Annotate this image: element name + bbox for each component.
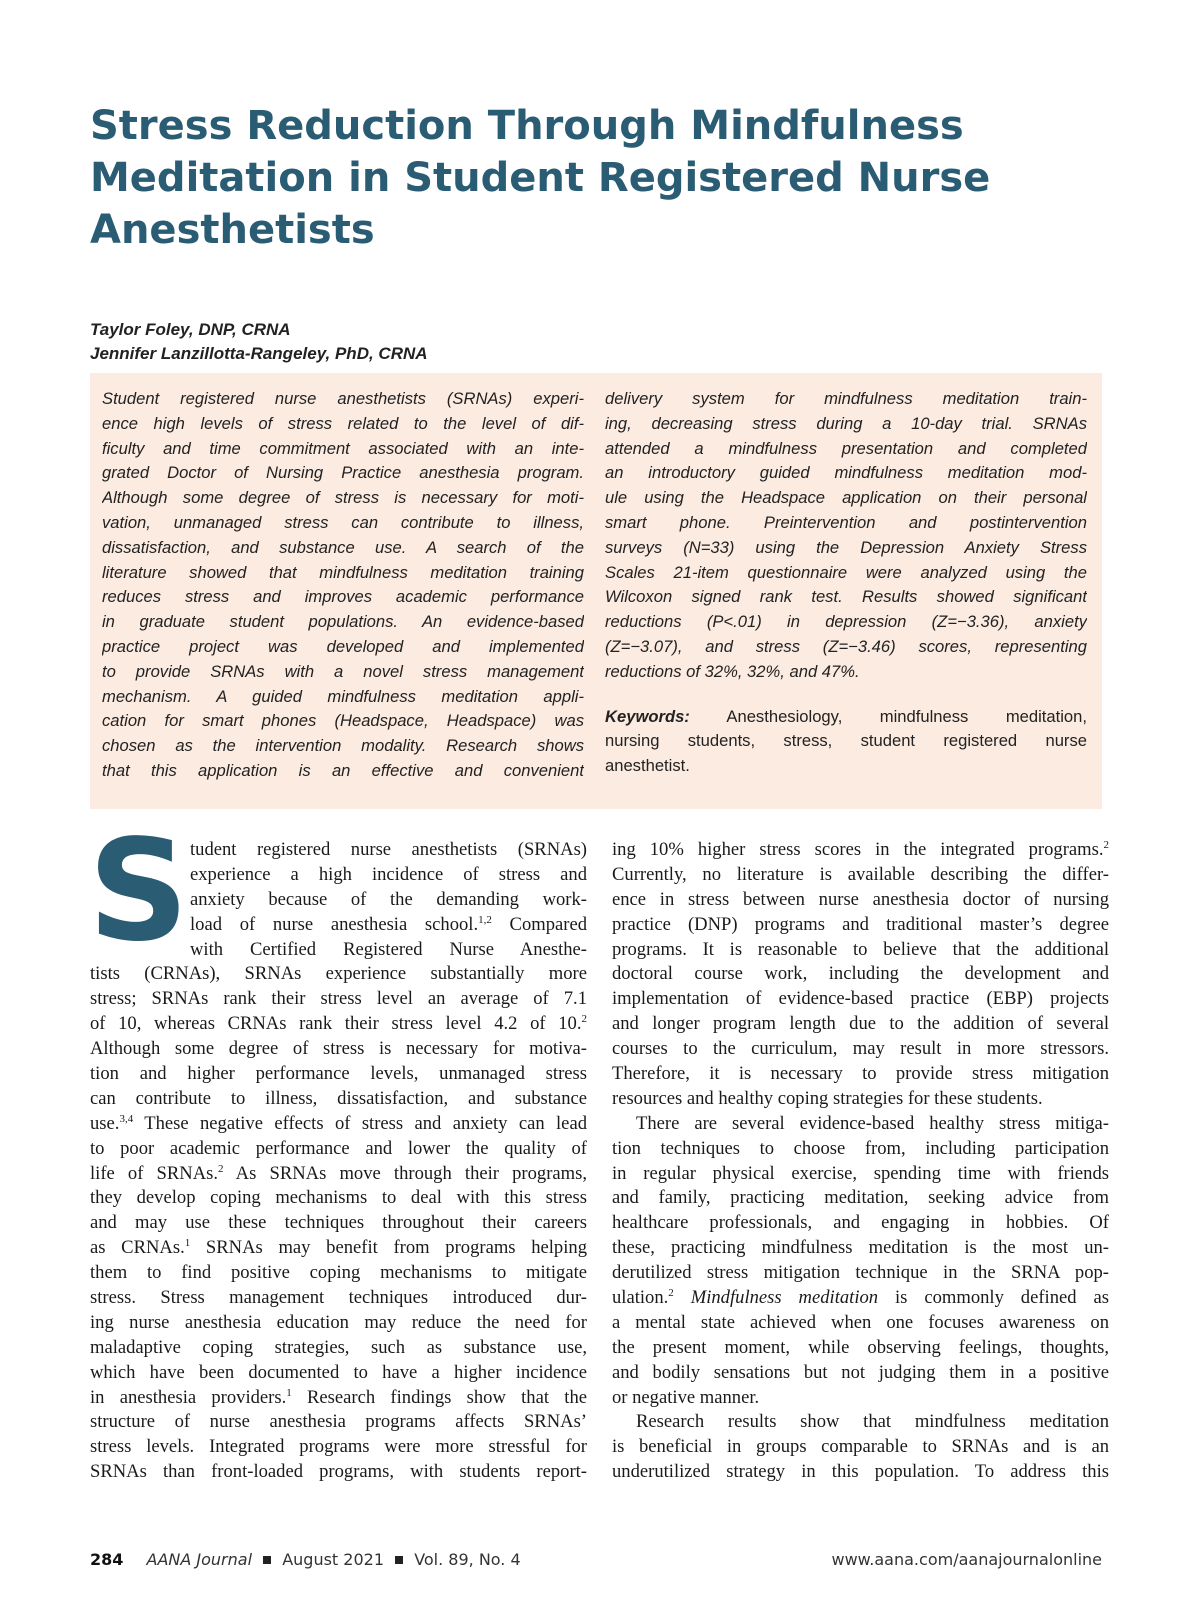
body-text-line (90, 1386, 587, 1411)
journal-url[interactable]: www.aana.com/aanajournalonline (831, 1550, 1102, 1569)
citation-superscript: 3,4 (119, 1112, 134, 1125)
body-text-line (90, 962, 587, 987)
abstract-box (90, 373, 1102, 809)
body-text-line (612, 1435, 1109, 1460)
text-run: stress levels. Integrated programs were more stressful for (90, 1436, 587, 1458)
body-text-line (90, 987, 587, 1012)
body-text-line (90, 1286, 587, 1311)
text-run: These negative effects of stress and anxiety can lead (133, 1112, 587, 1134)
body-text-line (90, 1435, 587, 1460)
body-text-line (612, 913, 1109, 938)
text-run: underutilized strategy in this population. To address this (612, 1461, 1109, 1483)
separator-square (263, 1556, 271, 1564)
keywords-line (605, 705, 1087, 730)
body-text-line (90, 1261, 587, 1286)
abstract-line: literature showed that mindfulness meditation training (102, 562, 584, 582)
abstract-line: surveys (N=33) using the Depression Anxiety Stress (605, 537, 1087, 557)
body-text-line (90, 838, 587, 863)
abstract-line: vation, unmanaged stress can contribute to illness, (102, 512, 584, 532)
title-line: Stress Reduction Through Mindfulness (90, 103, 964, 149)
abstract-line: delivery system for mindfulness meditation train- (605, 389, 1087, 408)
text-run: Currently, no literature is available describing the differ- (612, 863, 1109, 885)
body-text-line (90, 888, 587, 913)
page-number: 284 (90, 1550, 124, 1569)
text-run: There are several evidence-based healthy stress mitiga- (636, 1112, 1109, 1134)
abstract-line: ence high levels of stress related to the level of dif- (102, 413, 584, 433)
abstract-line: ule using the Headspace application on their personal (605, 488, 1087, 508)
body-text-line (612, 1062, 1109, 1087)
text-run: they develop coping mechanisms to deal with this stress (90, 1187, 587, 1209)
article-title (90, 100, 990, 256)
text-run: to poor academic performance and lower the quality of (90, 1137, 587, 1159)
issue-volume: Vol. 89, No. 4 (414, 1550, 521, 1569)
text-run: with Certified Registered Nurse Anesthe- (190, 938, 587, 960)
citation-superscript: 1 (286, 1386, 292, 1399)
body-text-line (90, 1037, 587, 1062)
text-run: or negative manner. (612, 1386, 760, 1408)
abstract-line: grated Doctor of Nursing Practice anesthesia program. (102, 463, 584, 483)
keywords-line (605, 754, 1087, 779)
citation-superscript: 2 (218, 1162, 224, 1175)
text-run: Research results show that mindfulness meditation (636, 1411, 1109, 1433)
body-text-line (612, 938, 1109, 963)
body-text-line (90, 1311, 587, 1336)
body-text-line (612, 1236, 1109, 1261)
text-run: courses to the curriculum, may result in more stressors. (612, 1038, 1109, 1060)
body-right-column (612, 838, 1109, 1485)
page-footer (90, 1550, 1102, 1569)
citation-superscript: 1,2 (478, 913, 492, 926)
abstract-line: Student registered nurse anesthetists (SRNAs) experi- (102, 389, 584, 408)
citation-superscript: 1 (184, 1237, 191, 1250)
body-text-line (612, 1162, 1109, 1187)
text-run: SRNAs than front-loaded programs, with students report- (90, 1461, 587, 1483)
citation-superscript: 2 (581, 1013, 587, 1026)
text-run: stress; SRNAs rank their stress level an average of 7.1 (90, 988, 587, 1010)
text-run: the present moment, while observing feelings, thoughts, (612, 1336, 1109, 1358)
body-text-line (612, 1186, 1109, 1211)
issue-date: August 2021 (282, 1550, 384, 1569)
body-left-column (88, 810, 587, 1485)
text-run: Research findings show that the (291, 1386, 587, 1408)
body-text-line (612, 1137, 1109, 1162)
text-run: Therefore, it is necessary to provide stress mitigation (612, 1063, 1109, 1085)
body-text-line (90, 1410, 587, 1435)
abstract-right-column (605, 387, 1087, 779)
keywords-line (605, 729, 1087, 754)
text-run: tists (CRNAs), SRNAs experience substantially more (90, 963, 587, 985)
body-text-line (612, 1361, 1109, 1386)
keywords-text: Anesthesiology, mindfulness meditation, (726, 706, 1087, 726)
abstract-line: that this application is an effective and convenient (102, 760, 584, 780)
body-text-line (90, 938, 587, 963)
body-text-line (90, 913, 587, 938)
body-text-line (612, 1386, 1109, 1411)
separator-square (395, 1556, 403, 1564)
body-text-line (90, 1087, 587, 1112)
text-run: and family, practicing meditation, seeking advice from (612, 1187, 1109, 1209)
text-run: as CRNAs. (90, 1237, 185, 1259)
body-text-line (612, 1311, 1109, 1336)
keywords-block (605, 705, 1087, 779)
body-text-line (612, 1336, 1109, 1361)
text-run: these, practicing mindfulness meditation is the most un- (612, 1237, 1109, 1259)
body-text-line (612, 1211, 1109, 1236)
abstract-line: reductions (P<.01) in depression (Z=−3.36), anxiety (605, 612, 1087, 632)
text-run: experience a high incidence of stress and (190, 863, 587, 885)
body-text-line (612, 987, 1109, 1012)
text-run: Although some degree of stress is necessary for motiva- (90, 1038, 587, 1060)
body-text-line (612, 1286, 1109, 1311)
citation-superscript: 2 (668, 1287, 674, 1300)
text-run: of 10, whereas CRNAs rank their stress level 4.2 of 10. (90, 1013, 582, 1035)
abstract-left-column (102, 387, 584, 784)
body-text-line (612, 1112, 1109, 1137)
drop-cap: S (88, 810, 189, 973)
emphasized-term: Mindfulness meditation (690, 1287, 879, 1309)
text-run: structure of nurse anesthesia programs affects SRNAs’ (90, 1411, 587, 1433)
text-run: resources and healthy coping strategies for these students. (612, 1087, 1043, 1109)
abstract-line: (Z=−3.07), and stress (Z=−3.46) scores, representing (605, 636, 1087, 656)
body-text-line (90, 1112, 587, 1137)
body-text-line (612, 1460, 1109, 1485)
text-run: which have been documented to have a higher incidence (90, 1361, 587, 1383)
body-text-line (90, 1211, 587, 1236)
body-text-line (90, 1062, 587, 1087)
body-text-line (90, 1162, 587, 1187)
abstract-line: ficulty and time commitment associated with an inte- (102, 438, 584, 458)
text-run: As SRNAs move through their programs, (223, 1162, 587, 1184)
text-run: ing 10% higher stress scores in the integrated programs. (612, 839, 1104, 860)
body-text-line (612, 1087, 1109, 1112)
text-run: maladaptive coping strategies, such as substance use, (90, 1336, 587, 1358)
text-run: doctoral course work, including the development and (612, 963, 1109, 985)
abstract-line: ing, decreasing stress during a 10-day trial. SRNAs (605, 413, 1087, 433)
body-text-line (90, 863, 587, 888)
title-line: Anesthetists (90, 207, 375, 253)
abstract-line: mechanism. A guided mindfulness meditation appli- (102, 686, 584, 706)
text-run (674, 1287, 691, 1308)
abstract-line: Although some degree of stress is necessary for moti- (102, 488, 584, 508)
text-run: use. (90, 1112, 120, 1134)
text-run: them to find positive coping mechanisms to mitigate (90, 1262, 587, 1284)
text-run: can contribute to illness, dissatisfaction, and substance (90, 1087, 587, 1109)
author-name: Jennifer Lanzillotta-Rangeley, PhD, CRNA (90, 344, 428, 363)
abstract-line: attended a mindfulness presentation and completed (605, 438, 1087, 458)
body-text-line (612, 1261, 1109, 1286)
body-text-line (612, 1410, 1109, 1435)
text-run: healthcare professionals, and engaging in hobbies. Of (612, 1212, 1109, 1234)
body-text-line (90, 1361, 587, 1386)
abstract-line: dissatisfaction, and substance use. A search of the (102, 537, 584, 557)
abstract-line: reduces stress and improves academic performance (102, 587, 584, 607)
abstract-line: an introductory guided mindfulness meditation mod- (605, 463, 1087, 483)
text-run: tudent registered nurse anesthetists (SRNAs) (190, 839, 587, 860)
text-run: and longer program length due to the addition of several (612, 1013, 1109, 1035)
body-text-line (90, 1460, 587, 1485)
text-run: in regular physical exercise, spending time with friends (612, 1162, 1109, 1184)
abstract-line: practice project was developed and implemented (102, 636, 584, 656)
text-run: programs. It is reasonable to believe that the additional (612, 938, 1109, 960)
keywords-text: anesthetist. (605, 756, 690, 776)
text-run: is beneficial in groups comparable to SRNAs and is an (612, 1436, 1109, 1458)
text-run: life of SRNAs. (90, 1162, 219, 1184)
text-run: anxiety because of the demanding work- (190, 888, 587, 910)
body-text-line (90, 1336, 587, 1361)
text-run: Compared (491, 913, 587, 935)
text-run: implementation of evidence-based practice (EBP) projects (612, 988, 1109, 1010)
body-text-line (612, 962, 1109, 987)
text-run: load of nurse anesthesia school. (190, 913, 479, 935)
author-name: Taylor Foley, DNP, CRNA (90, 320, 291, 339)
keywords-label: Keywords: (605, 706, 690, 726)
text-run: practice (DNP) programs and traditional master’s degree (612, 913, 1109, 935)
journal-name: AANA Journal (146, 1550, 253, 1569)
text-run: tion and higher performance levels, unmanaged stress (90, 1063, 587, 1085)
body-text-line (612, 863, 1109, 888)
abstract-line: to provide SRNAs with a novel stress management (102, 661, 584, 681)
text-run: ing nurse anesthesia education may reduce the need for (90, 1311, 587, 1333)
text-run: in anesthesia providers. (90, 1386, 287, 1408)
text-run: tion techniques to choose from, including participation (612, 1137, 1109, 1159)
body-text-line (612, 838, 1109, 863)
abstract-line: Scales 21-item questionnaire were analyzed using the (605, 562, 1087, 582)
text-run: stress. Stress management techniques introduced dur- (90, 1287, 587, 1309)
abstract-line: cation for smart phones (Headspace, Headspace) was (102, 711, 584, 731)
text-run: derutilized stress mitigation technique in the SRNA pop- (612, 1262, 1109, 1284)
body-text-line (90, 1236, 587, 1261)
body-text-line (90, 1137, 587, 1162)
text-run: ulation. (612, 1287, 669, 1309)
author-list (90, 318, 428, 366)
abstract-line: smart phone. Preintervention and postintervention (605, 512, 1087, 532)
keywords-text: nursing students, stress, student registered nurse (605, 731, 1087, 751)
text-run: a mental state achieved when one focuses awareness on (612, 1311, 1109, 1333)
text-run: SRNAs may benefit from programs helping (190, 1237, 587, 1259)
text-run: and may use these techniques throughout their careers (90, 1212, 587, 1234)
text-run: and bodily sensations but not judging them in a positive (612, 1361, 1109, 1383)
text-run: is commonly defined as (878, 1287, 1109, 1309)
body-text-line (612, 1037, 1109, 1062)
abstract-line: reductions of 32%, 32%, and 47%. (605, 661, 860, 681)
body-text-line (90, 1012, 587, 1037)
abstract-line: in graduate student populations. An evidence-based (102, 612, 584, 632)
abstract-line: Wilcoxon signed rank test. Results showed significant (605, 587, 1087, 607)
abstract-line: chosen as the intervention modality. Research shows (102, 736, 584, 756)
body-text-line (90, 1186, 587, 1211)
citation-superscript: 2 (1103, 839, 1109, 851)
text-run: ence in stress between nurse anesthesia doctor of nursing (612, 888, 1109, 910)
body-text-line (612, 1012, 1109, 1037)
title-line: Meditation in Student Registered Nurse (90, 155, 991, 201)
body-text-line (612, 888, 1109, 913)
